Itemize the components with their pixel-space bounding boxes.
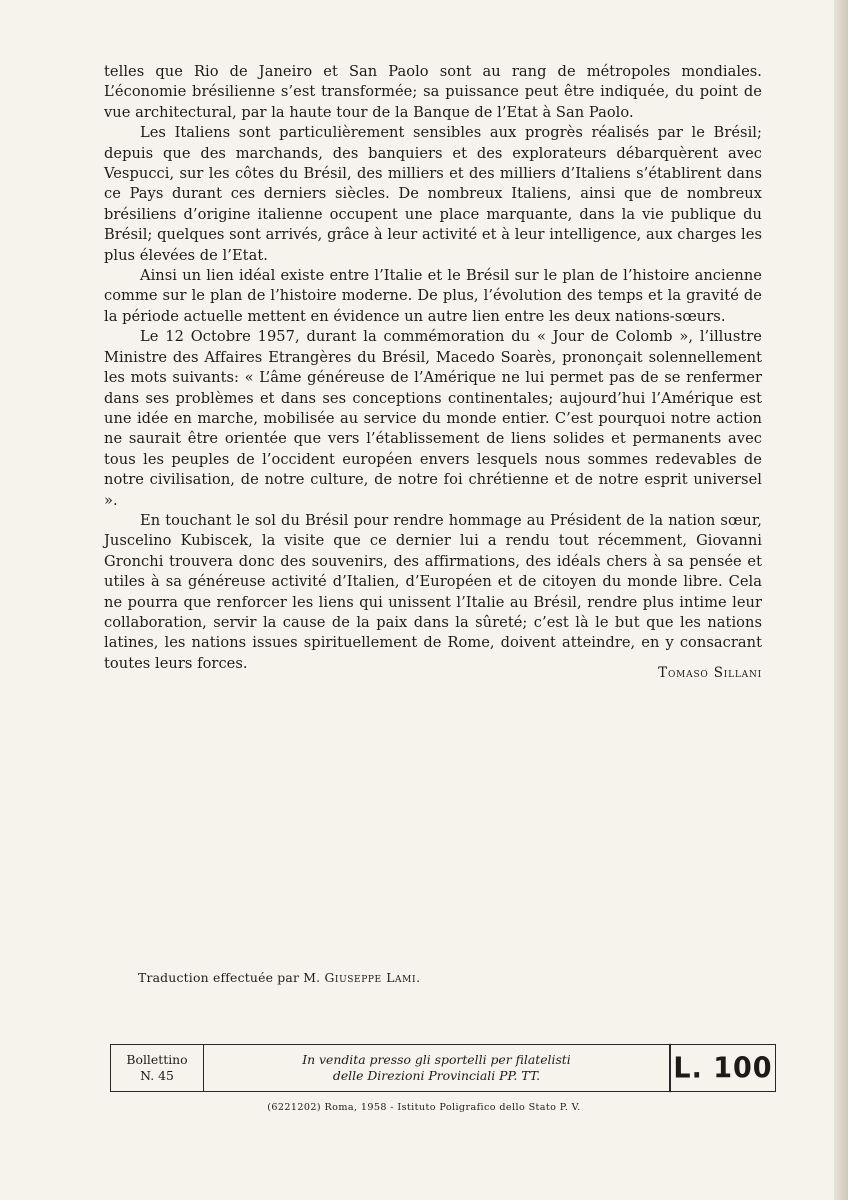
sale-line-1: In vendita presso gli sportelli per filatelisti (302, 1052, 571, 1067)
paragraph-5: En touchant le sol du Brésil pour rendre hommage au Président de la nation sœur, Juscelino Kubiscek, la visite que ce dernier lui a rendu tout récemment, Giovanni Gronchi trouvera donc des souvenirs, des affirmations, des idéals chers à sa pensée et utiles à sa généreuse activité d’Italien, d’Européen et de citoyen du monde libre. Cela ne pourra que renforcer les liens qui unissent l’Italie au Brésil, rendre plus intime leur collaboration, servir la cause de la paix dans la sûreté; c’est là le but que les nations latines, les nations issues spirituellement de Rome, doivent atteindre, en y consacrant toutes leurs forces. (104, 511, 762, 672)
paragraph-1: telles que Rio de Janeiro et San Paolo sont au rang de métropoles mondiales. L’économie brésilienne s’est transformée; sa puissance peut être indiquée, du point de vue architectural, par la haute tour de la Banque de l’Etat à San Paolo. (104, 63, 762, 121)
printer-imprint: (6221202) Roma, 1958 - Istituto Poligrafico dello Stato P. V. (267, 1102, 581, 1113)
page-edge-shadow (834, 0, 848, 1200)
price-label: L. 100 (669, 1044, 775, 1092)
sale-line-2: delle Direzioni Provinciali PP. TT. (332, 1068, 541, 1083)
author-signature: Tomaso Sillani (658, 665, 762, 681)
sale-info-cell (204, 1045, 669, 1091)
bulletin-number-cell (111, 1045, 204, 1091)
paragraph-3: Ainsi un lien idéal existe entre l’Italie et le Brésil sur le plan de l’histoire ancienne comme sur le plan de l’histoire moderne. De plus, l’évolution des temps et la gravité de la période actuelle mettent en évidence un autre lien entre les deux nations-sœurs. (104, 267, 762, 325)
bulletin-number: N. 45 (140, 1068, 174, 1083)
translation-credit (138, 970, 421, 985)
bulletin-info-box (110, 1044, 776, 1092)
paragraph-4: Le 12 Octobre 1957, durant la commémoration du « Jour de Colomb », l’illustre Ministre des Affaires Etrangères du Brésil, Macedo Soarès, prononçait solennellement les mots suivants: « L’âme généreuse de l’Amérique ne lui permet pas de se renfermer dans ses problèmes et dans ses conceptions continentales; aujourd’hui l’Amérique est une idée en marche, mobilisée au service du monde entier. C’est pourquoi notre action ne saurait être orientée que vers l’établissement de liens solides et permanents avec tous les peuples de l’occident européen envers lesquels nous sommes redevables de notre civilisation, de notre culture, de notre foi chrétienne et de notre esprit universel ». (104, 328, 762, 509)
translation-prefix: Traduction effectuée par M. (138, 970, 321, 985)
paragraph-2: Les Italiens sont particulièrement sensibles aux progrès réalisés par le Brésil; depuis que des marchands, des banquiers et des explorateurs débarquèrent avec Vespucci, sur les côtes du Brésil, des milliers et des milliers d’Italiens s’établirent dans ce Pays durant ces derniers siècles. De nombreux Italiens, ainsi que de nombreux brésiliens d’origine italienne occupent une place marquante, dans la vie publique du Brésil; quelques sont arrivés, grâce à leur activité et à leur intelligence, aux charges les plus élevées de l’Etat. (104, 124, 762, 264)
translator-name: Giuseppe Lami. (324, 970, 421, 985)
article-body (104, 62, 762, 674)
bulletin-label: Bollettino (126, 1052, 188, 1067)
